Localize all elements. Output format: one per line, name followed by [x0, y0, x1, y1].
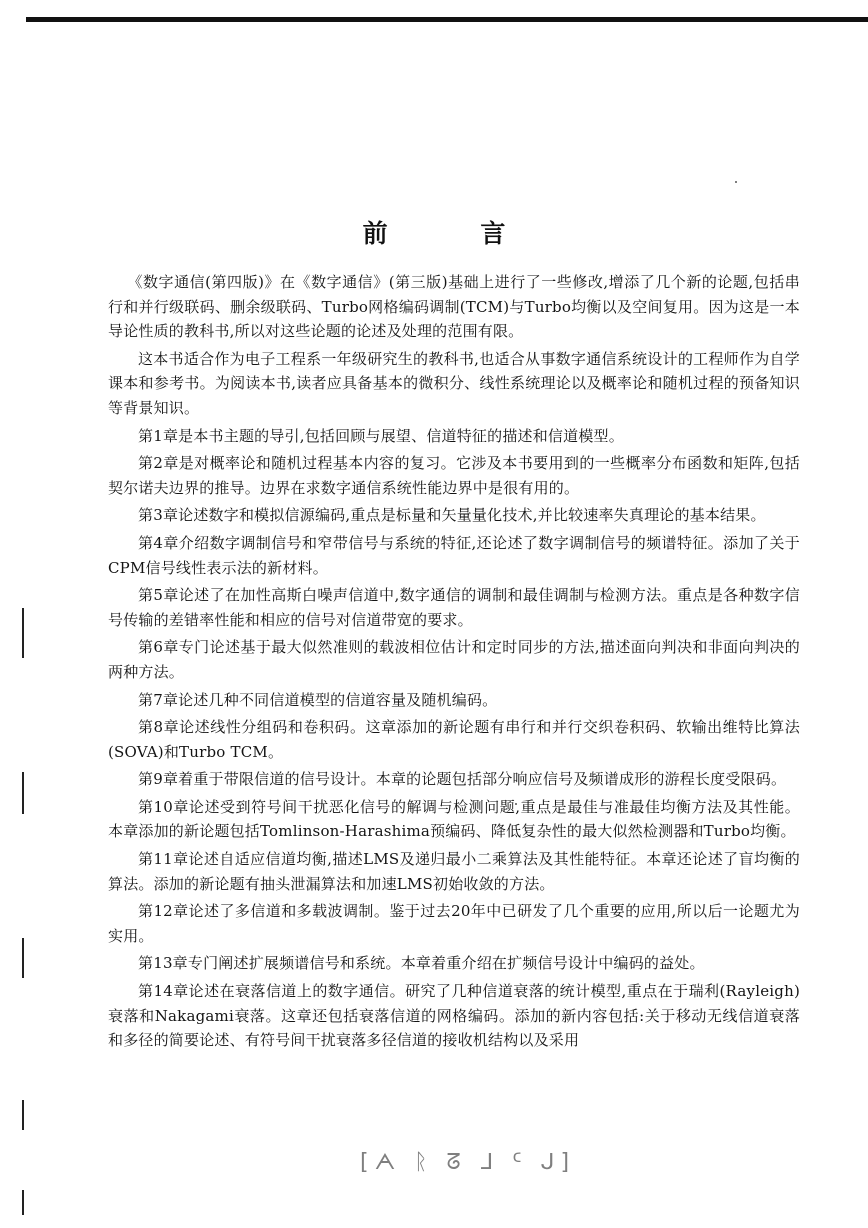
- preface-body: [108, 270, 800, 1056]
- page-title: 前 言: [362, 219, 548, 248]
- left-margin-mark: [22, 1100, 24, 1130]
- left-margin-mark: [22, 772, 24, 814]
- scan-speck: [735, 181, 737, 183]
- paragraph: 《数字通信(第四版)》在《数字通信》(第三版)基础上进行了一些修改,增添了几个新的论题,包括串行和并行级联码、删余级联码、Turbo网格编码调制(TCM)与Turbo均衡以及空间复用。因为这是一本导论性质的教科书,所以对这些论题的论述及处理的范围有限。: [108, 273, 800, 341]
- paragraph: 第12章论述了多信道和多载波调制。鉴于过去20年中已研发了几个重要的应用,所以后一论题尤为实用。: [108, 902, 800, 945]
- paragraph: 第14章论述在衰落信道上的数字通信。研究了几种信道衰落的统计模型,重点在于瑞利(Rayleigh)衰落和Nakagami衰落。这章还包括衰落信道的网格编码。添加的新内容包括:关于移动无线信道衰落和多径的简要论述、有符号间干扰衰落多径信道的接收机结构以及采用: [108, 982, 800, 1050]
- paragraph: 第2章是对概率论和随机过程基本内容的复习。它涉及本书要用到的一些概率分布函数和矩阵,包括契尔诺夫边界的推导。边界在求数字通信系统性能边界中是很有用的。: [108, 454, 800, 497]
- paragraph: 第6章专门论述基于最大似然准则的载波相位估计和定时同步的方法,描述面向判决和非面向判决的两种方法。: [108, 638, 800, 681]
- paragraph: 第10章论述受到符号间干扰恶化信号的解调与检测问题,重点是最佳与准最佳均衡方法及其性能。本章添加的新论题包括Tomlinson-Harashima预编码、降低复杂性的最大似然检测器和Turbo均衡。: [108, 797, 800, 841]
- paragraph: 第13章专门阐述扩展频谱信号和系统。本章着重介绍在扩频信号设计中编码的益处。: [138, 954, 705, 973]
- left-margin-mark: [22, 608, 24, 658]
- left-margin-mark: [22, 1190, 24, 1215]
- paragraph: 第5章论述了在加性高斯白噪声信道中,数字通信的调制和最佳调制与检测方法。重点是各种数字信号传输的差错率性能和相应的信号对信道带宽的要求。: [108, 586, 800, 629]
- header-rule: [26, 17, 868, 22]
- paragraph: 第4章介绍数字调制信号和窄带信号与系统的特征,还论述了数字调制信号的频谱特征。添加了关于CPM信号线性表示法的新材料。: [108, 533, 800, 577]
- left-margin-mark: [22, 938, 24, 978]
- paragraph: 第7章论述几种不同信道模型的信道容量及随机编码。: [138, 690, 498, 709]
- paragraph: 这本书适合作为电子工程系一年级研究生的教科书,也适合从事数字通信系统设计的工程师作为自学课本和参考书。为阅读本书,读者应具备基本的微积分、线性系统理论以及概率论和随机过程的预备知识等背景知识。: [108, 349, 800, 417]
- paragraph: 第9章着重于带限信道的信号设计。本章的论题包括部分响应信号及频谱成形的游程长度受限码。: [138, 770, 787, 789]
- paragraph: 第8章论述线性分组码和卷积码。这章添加的新论题有串行和并行交织卷积码、软输出维特比算法(SOVA)和Turbo TCM。: [108, 718, 800, 761]
- paragraph: 第11章论述自适应信道均衡,描述LMS及递归最小二乘算法及其性能特征。本章还论述了盲均衡的算法。添加的新论题有抽头泄漏算法和加速LMS初始收敛的方法。: [108, 850, 800, 893]
- paragraph: 第3章论述数字和模拟信源编码,重点是标量和矢量量化技术,并比较速率失真理论的基本结果。: [138, 506, 766, 525]
- paragraph: 第1章是本书主题的导引,包括回顾与展望、信道特征的描述和信道模型。: [138, 426, 624, 445]
- page-number-scribble: [ᗅ ᚱ ᘔ ᒧ ᑦ ᒍ]: [360, 1150, 576, 1175]
